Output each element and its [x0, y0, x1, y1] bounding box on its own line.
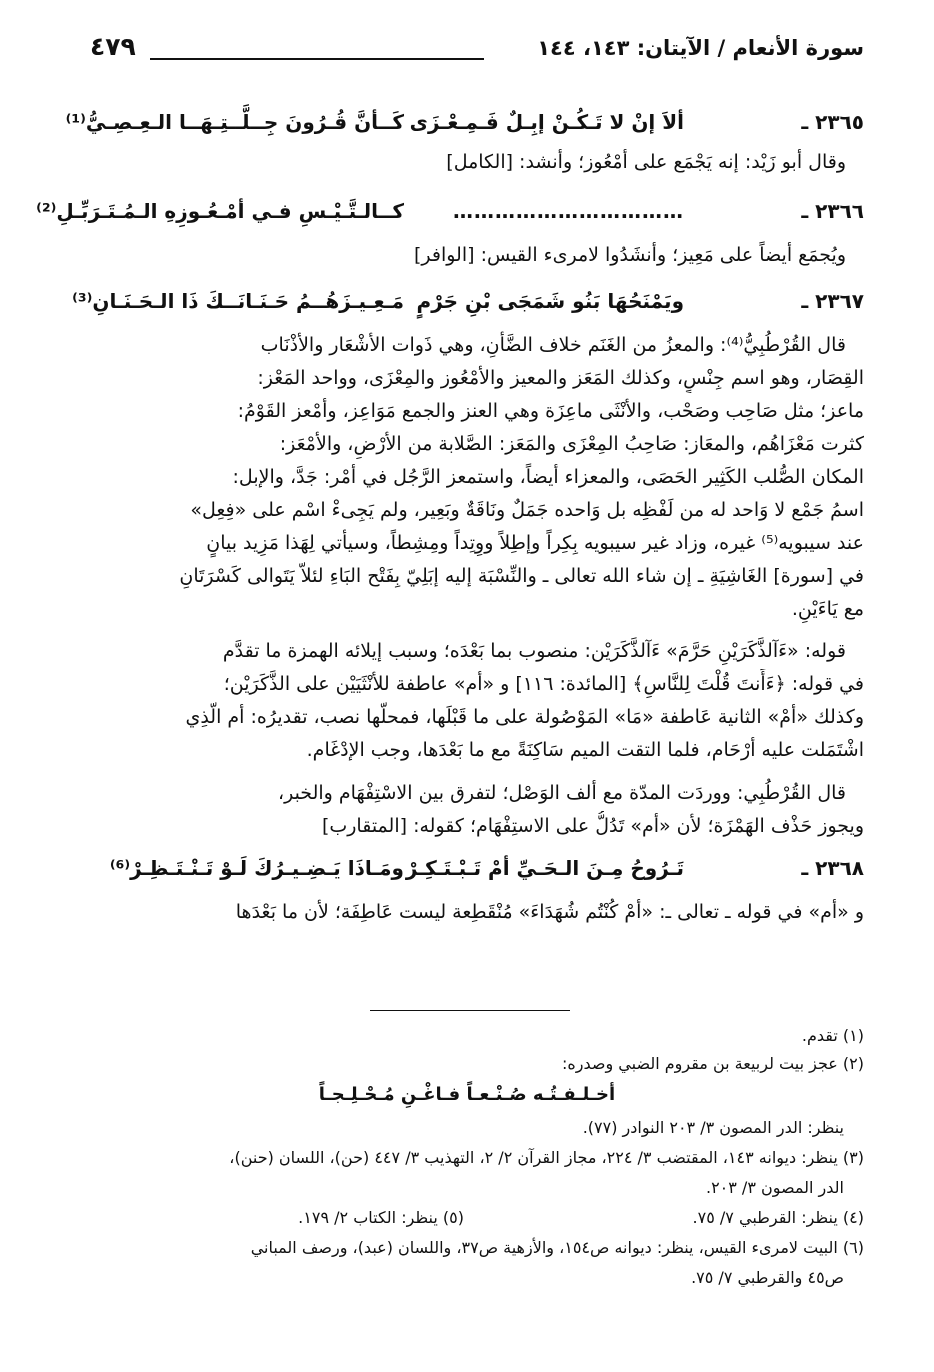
footnote: (٢) عجز بيت لربيعة بن مقروم الضبي وصدره:: [562, 1054, 864, 1073]
text-line: كثرت مَعْزَاهُم، والمعَاز: صَاحِبُ المِعْزَى والمَعَز: الصَّلابة من الأرْضِ، والأمْعَز:: [279, 433, 864, 455]
footnote-separator: [370, 1010, 570, 1011]
verse-hemistich-1: ……………………………: [453, 199, 684, 223]
text-line: و «أم» في قوله ـ تعالى ـ: «أمْ كُنْتُم شُهَدَاءَ» مُنْقَطِعة ليست عَاطِفَة؛ لأن ما بَعْدَها: [235, 901, 864, 923]
footnote: (٥) ينظر: الكتاب ٢/ ١٧٩.: [298, 1208, 464, 1227]
page-number: ٤٧٩: [90, 32, 136, 61]
text-line: مع يَاءَيْنِ.: [791, 598, 864, 620]
text-line: اشْتَمَلت عليه أرْحَام، فلما التقت الميم سَاكِنَةً مع ما بَعْدَها، وجب الإدْغَام.: [306, 739, 864, 761]
text-line: المكان الصُّلب الكَثِير الحَصَى، والمعزاء أيضاً، واستمعز الرَّجُل في أمْر: جَدَّ، والإبل:: [232, 466, 864, 488]
footnote: الدر المصون ٣/ ٢٠٣.: [705, 1178, 844, 1197]
text-line: وقال أبو زَيْد: إنه يَجْمَع على أمْعُوز؛ وأنشد: [الكامل]: [446, 151, 846, 173]
text-line: قال القُرْطُبِيُّ⁽⁴⁾: والمعزُ من الغَنَم خلاف الضَّأنِ، وهي ذَوات الأشْعَار والأذْنَاب: [260, 334, 846, 356]
footnote: (١) تقدم.: [801, 1026, 864, 1045]
running-title: سورة الأنعام / الآيتان: ١٤٣، ١٤٤: [537, 36, 864, 60]
verse-number: ٢٣٦٧ ـ: [801, 289, 864, 313]
verse-hemistich-2: مَـعِـيـزَهُــمُ حَـنَـانَــكَ ذَا الـحَـنَـانِ⁽³⁾: [72, 289, 404, 313]
text-line: ويُجمَع أيضاً على مَعِيز؛ وأنشَدُوا لامرىء القيس: [الوافر]: [413, 244, 846, 266]
text-line: اسمُ جَمْع لا وَاحد له من لَفْظِه بل وَاحده جَمَلٌ ونَاقَةٌ وبَعِير، ولم يَجِىءْ اسْم على «فِعِل»: [190, 499, 864, 521]
text-line: ويجوز حَذْف الهَمْزَة؛ لأن «أم» تَدُلُّ على الاستِفْهَام؛ كقوله: [المتقارب]: [321, 815, 864, 837]
footnote: ص٤٥ والقرطبي ٧/ ٧٥.: [691, 1268, 844, 1287]
footnote-verse: أخـلـفـتُـه صُـنْـعـاً فـاغْـنِ مُـحْـلِـجـاً: [318, 1084, 616, 1105]
text-line: ماعز؛ مثل صَاحِب وصَحْب، والأنْثَى ماعِزَة وهي العنز والجمع مَوَاعِز، وأمْعز القَوْمُ:: [237, 400, 864, 422]
verse-hemistich-2: كَــأنَّ قُـرُونَ جِــلَّــتِـهَــا الـعِـصِـيُّ⁽¹⁾: [65, 110, 404, 134]
text-line: في قوله: ﴿ءَأَنتَ قُلْتَ لِلنَّاسِ﴾ [المائدة: ١١٦] و «أم» عاطفة للأنْثَيَيْن على الذَّكَرَيْن؛: [223, 673, 864, 695]
text-line: قال القُرْطُبِي: ووردَت المدّة مع ألف الوَصْل؛ لتفرق بين الاسْتِفْهَام والخبر،: [277, 782, 846, 804]
verse-hemistich-2: كــالـتَّـيْـسِ فـي أمْـعُـوزِهِ الـمُـتَـرَبِّـلِ⁽²⁾: [36, 199, 404, 223]
verse-hemistich-2: ومَـاذَا يَـضِـيـرُكَ لَـوْ تَـنْـتَـظِـرْ⁽⁶⁾: [109, 856, 404, 880]
verse-hemistich-1: ويَمْنَحُهَا بَنُو شَمَجَى بْنِ جَرْمٍ: [416, 289, 684, 313]
text-line: عند سيبويه⁽⁵⁾ غيره، وزاد غير سيبويه بِكِراً وإطِلاً ووِتِداً ومِشِطاً، وسيأتي لِهَذا مَزِيد بيانٍ: [206, 532, 864, 554]
verse-number: ٢٣٦٨ ـ: [801, 856, 864, 880]
header-rule: [150, 58, 484, 60]
text-line: قوله: «ءَآلذَّكَرَيْنِ حَرَّمَ» ءَآلذَّكَرَيْن: منصوب بما بَعْدَه؛ وسبب إيلائه الهمزة ما تقدَّم: [222, 640, 846, 662]
verse-hemistich-1: تَـرُوحُ مِـنَ الـحَـيِّ أمْ تَـبْـتَـكِـرْ: [405, 856, 684, 880]
footnote: ينظر: الدر المصون ٣/ ٢٠٣ النوادر (٧٧).: [582, 1118, 844, 1137]
page-header: [90, 32, 864, 72]
footnote: (٣) ينظر: ديوانه ١٤٣، المقتضب ٣/ ٢٢٤، مجاز القرآن ٢/ ٢، التهذيب ٣/ ٤٤٧ (حن)، اللسان (حنن)،: [229, 1148, 864, 1167]
text-line: القِصَار، وهو اسم جِنْسٍ، وكذلك المَعَز والمعيز والأمْعُوز والمِعْزَى، وواحد المَعْز:: [257, 367, 864, 389]
footnote: (٤) ينظر: القرطبي ٧/ ٧٥.: [692, 1208, 864, 1227]
text-line: وكذلك «أمْ» الثانية عَاطفة «مَا» المَوْصُولة على ما قَبْلَها، فمحلُّها نصب، تقديرُه: أم الَّذِي: [185, 706, 864, 728]
verse-hemistich-1: ألاَ إنْ لا تَـكُـنْ إبِـلٌ فَـمِـعْـزَى: [409, 110, 684, 134]
verse-number: ٢٣٦٦ ـ: [801, 199, 864, 223]
text-line: في [سورة] الغَاشِيَةِ ـ إن شاء الله تعالى ـ والنِّسْبَة إليه إبَلِيّ بِفَتْح البَاءِ لئلاّ يَتَوالى كَسْرَتَانِ: [179, 565, 864, 587]
footnote: (٦) البيت لامرىء القيس، ينظر: ديوانه ص١٥٤، والأزهية ص٣٧، واللسان (عبد)، ورصف المباني: [250, 1238, 864, 1257]
verse-number: ٢٣٦٥ ـ: [801, 110, 864, 134]
